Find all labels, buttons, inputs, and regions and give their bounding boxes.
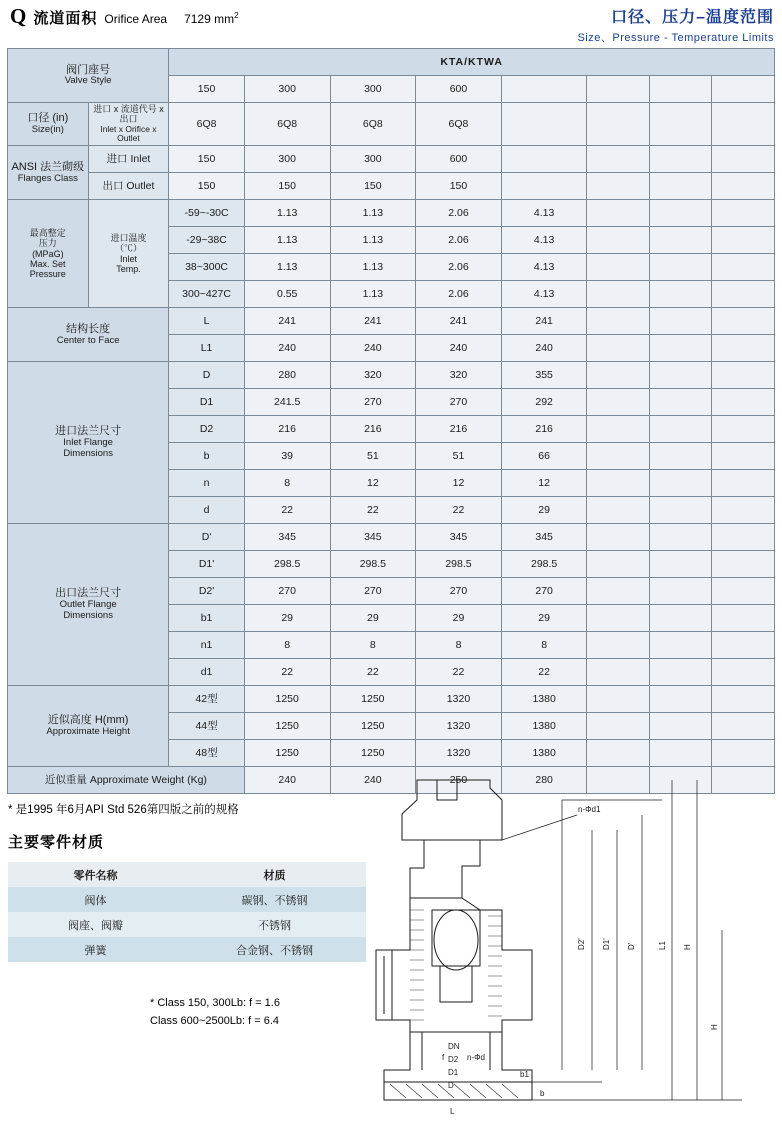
flange-outlet-1: 150 — [244, 173, 330, 200]
table-row — [8, 362, 775, 389]
outlet-4-val-2: 8 — [416, 632, 502, 659]
orifice-symbol: Q — [10, 4, 27, 28]
outlet-5-val-4 — [587, 659, 649, 686]
inlet-1-val-4 — [587, 389, 649, 416]
height-1-val-3: 1380 — [501, 713, 587, 740]
ctf-0-val-5 — [649, 308, 711, 335]
ctf-1-val-6 — [712, 335, 775, 362]
outlet-3-val-3: 29 — [501, 605, 587, 632]
header-right-title-cn: 口径、压力–温度范围 — [611, 9, 774, 26]
height-1-val-6 — [712, 713, 775, 740]
temp-1-val-5 — [649, 227, 711, 254]
inlet-0-val-4 — [587, 362, 649, 389]
inlet-5-val-0: 22 — [244, 497, 330, 524]
height-1-val-0: 1250 — [244, 713, 330, 740]
size-value-7 — [712, 103, 775, 146]
outlet-dim-key-5: d1 — [169, 659, 245, 686]
inlet-dim-key-4: n — [169, 470, 245, 497]
inlet-dim-key-5: d — [169, 497, 245, 524]
inlet-0-val-1: 320 — [330, 362, 416, 389]
inlet-0-val-3: 355 — [501, 362, 587, 389]
outlet-2-val-2: 270 — [416, 578, 502, 605]
outlet-0-val-0: 345 — [244, 524, 330, 551]
outlet-1-val-4 — [587, 551, 649, 578]
size-value-6 — [649, 103, 711, 146]
height-0-val-3: 1380 — [501, 686, 587, 713]
outlet-dim-key-4: n1 — [169, 632, 245, 659]
label-n-phi-d: n-Φd — [467, 1053, 485, 1062]
header-right-title-en: Size、Pressure - Temperature Limits — [577, 32, 774, 44]
ctf-1-val-2: 240 — [416, 335, 502, 362]
height-0-val-6 — [712, 686, 775, 713]
label-b1: b1 — [520, 1070, 529, 1079]
height-2-val-5 — [649, 740, 711, 767]
materials-table — [8, 862, 366, 962]
inlet-4-val-1: 12 — [330, 470, 416, 497]
inlet-2-val-5 — [649, 416, 711, 443]
approx-height-label: 近似高度 H(mm) Approximate Height — [8, 686, 169, 767]
outlet-3-val-5 — [649, 605, 711, 632]
outlet-3-val-2: 29 — [416, 605, 502, 632]
flange-outlet-3: 150 — [416, 173, 502, 200]
outlet-5-val-3: 22 — [501, 659, 587, 686]
outlet-1-val-0: 298.5 — [244, 551, 330, 578]
flange-outlet-2: 150 — [330, 173, 416, 200]
temp-1-val-4 — [587, 227, 649, 254]
outlet-1-val-6 — [712, 551, 775, 578]
flange-inlet-7 — [712, 146, 775, 173]
flange-inlet-4 — [501, 146, 587, 173]
inlet-3-val-2: 51 — [416, 443, 502, 470]
temp-1-val-2: 2.06 — [416, 227, 502, 254]
col-head-0: 150 — [169, 76, 245, 103]
outlet-1-val-5 — [649, 551, 711, 578]
temp-1-val-6 — [712, 227, 775, 254]
inlet-dim-key-0: D — [169, 362, 245, 389]
materials-section-title: 主要零件材质 — [8, 834, 105, 852]
outlet-1-val-2: 298.5 — [416, 551, 502, 578]
ctf-1-val-4 — [587, 335, 649, 362]
temp-0-val-3: 4.13 — [501, 200, 587, 227]
inlet-2-val-2: 216 — [416, 416, 502, 443]
ctf-1-val-5 — [649, 335, 711, 362]
size-value-3: 6Q8 — [416, 103, 502, 146]
table-row — [8, 887, 366, 912]
material-value-1: 不锈钢 — [183, 912, 366, 937]
temp-3-val-3: 4.13 — [501, 281, 587, 308]
page-header — [0, 0, 782, 46]
temp-2-val-2: 2.06 — [416, 254, 502, 281]
inlet-0-val-0: 280 — [244, 362, 330, 389]
temp-3-val-2: 2.06 — [416, 281, 502, 308]
height-2-val-0: 1250 — [244, 740, 330, 767]
weight-val-2: 250 — [416, 767, 502, 794]
flange-outlet-6 — [649, 173, 711, 200]
outlet-0-val-6 — [712, 524, 775, 551]
group-header-kta: KTA/KTWA — [169, 49, 775, 76]
inlet-2-val-1: 216 — [330, 416, 416, 443]
label-d1-prime: D1' — [602, 938, 611, 950]
temp-1-val-1: 1.13 — [330, 227, 416, 254]
header-title-en: Orifice Area — [104, 12, 168, 26]
outlet-5-val-2: 22 — [416, 659, 502, 686]
inlet-4-val-6 — [712, 470, 775, 497]
label-l1: L1 — [658, 941, 667, 950]
material-part-0: 阀体 — [8, 887, 183, 912]
outlet-1-val-3: 298.5 — [501, 551, 587, 578]
label-h: H — [683, 944, 692, 950]
temp-2-val-0: 1.13 — [244, 254, 330, 281]
inlet-1-val-6 — [712, 389, 775, 416]
outlet-2-val-5 — [649, 578, 711, 605]
inlet-dim-key-2: D2 — [169, 416, 245, 443]
flange-inlet-3: 600 — [416, 146, 502, 173]
label-d: D — [448, 1081, 454, 1090]
outlet-3-val-1: 29 — [330, 605, 416, 632]
table-row — [8, 308, 775, 335]
inlet-4-val-5 — [649, 470, 711, 497]
specification-table — [7, 48, 775, 794]
inlet-4-val-0: 8 — [244, 470, 330, 497]
outlet-1-val-1: 298.5 — [330, 551, 416, 578]
temp-3-val-5 — [649, 281, 711, 308]
flange-outlet-5 — [587, 173, 649, 200]
materials-header-material: 材质 — [183, 862, 366, 887]
table-row — [8, 173, 775, 200]
inlet-3-val-1: 51 — [330, 443, 416, 470]
outlet-2-val-4 — [587, 578, 649, 605]
outlet-5-val-6 — [712, 659, 775, 686]
height-1-val-1: 1250 — [330, 713, 416, 740]
outlet-2-val-1: 270 — [330, 578, 416, 605]
outlet-0-val-4 — [587, 524, 649, 551]
ctf-0-val-2: 241 — [416, 308, 502, 335]
inlet-0-val-6 — [712, 362, 775, 389]
height-0-val-1: 1250 — [330, 686, 416, 713]
approx-weight-label: 近似重量 Approximate Weight (Kg) — [8, 767, 245, 794]
temp-1-val-0: 1.13 — [244, 227, 330, 254]
inlet-2-val-3: 216 — [501, 416, 587, 443]
label-d-prime: D' — [627, 942, 636, 950]
inlet-0-val-5 — [649, 362, 711, 389]
temp-2-val-5 — [649, 254, 711, 281]
temp-1-val-3: 4.13 — [501, 227, 587, 254]
flange-outlet-0: 150 — [169, 173, 245, 200]
outlet-3-val-0: 29 — [244, 605, 330, 632]
size-value-4 — [501, 103, 587, 146]
col-head-4 — [501, 76, 587, 103]
label-d2-prime: D2' — [577, 938, 586, 950]
inlet-1-val-2: 270 — [416, 389, 502, 416]
materials-table-wrapper — [8, 862, 366, 962]
temp-0-val-6 — [712, 200, 775, 227]
inlet-dim-key-1: D1 — [169, 389, 245, 416]
inlet-2-val-0: 216 — [244, 416, 330, 443]
outlet-2-val-0: 270 — [244, 578, 330, 605]
outlet-3-val-4 — [587, 605, 649, 632]
ctf-key-1: L1 — [169, 335, 245, 362]
height-0-val-5 — [649, 686, 711, 713]
outlet-0-val-3: 345 — [501, 524, 587, 551]
material-part-2: 弹簧 — [8, 937, 183, 962]
ctf-0-val-6 — [712, 308, 775, 335]
temp-range-3: 300~427C — [169, 281, 245, 308]
label-b: b — [540, 1089, 545, 1098]
inlet-5-val-4 — [587, 497, 649, 524]
inlet-3-val-5 — [649, 443, 711, 470]
inlet-3-val-0: 39 — [244, 443, 330, 470]
table-row — [8, 862, 366, 887]
inlet-5-val-6 — [712, 497, 775, 524]
ctf-0-val-4 — [587, 308, 649, 335]
outlet-flange-label: 出口法兰尺寸 Outlet Flange Dimensions — [8, 524, 169, 686]
inlet-1-val-0: 241.5 — [244, 389, 330, 416]
height-1-val-4 — [587, 713, 649, 740]
height-2-val-6 — [712, 740, 775, 767]
ctf-1-val-1: 240 — [330, 335, 416, 362]
outlet-dim-key-0: D' — [169, 524, 245, 551]
orifice-area-value: 7129 $mm^2$ — [184, 11, 239, 26]
size-sublabel: 进口 x 流道代号 x 出口 Inlet x Orifice x Outlet — [88, 103, 169, 146]
temp-0-val-2: 2.06 — [416, 200, 502, 227]
outlet-2-val-6 — [712, 578, 775, 605]
outlet-dim-key-3: b1 — [169, 605, 245, 632]
label-f: f — [442, 1053, 445, 1062]
weight-val-3: 280 — [501, 767, 587, 794]
height-key-1: 44型 — [169, 713, 245, 740]
size-value-2: 6Q8 — [330, 103, 416, 146]
outlet-4-val-1: 8 — [330, 632, 416, 659]
flange-outlet-label: 出口 Outlet — [88, 173, 169, 200]
inlet-4-val-4 — [587, 470, 649, 497]
outlet-5-val-0: 22 — [244, 659, 330, 686]
size-label: 口径 (in) Size(in) — [8, 103, 89, 146]
flange-inlet-label: 进口 Inlet — [88, 146, 169, 173]
flange-inlet-2: 300 — [330, 146, 416, 173]
class-note-line-2: Class 600~2500Lb: f = 6.4 — [150, 1014, 280, 1027]
ctf-0-val-1: 241 — [330, 308, 416, 335]
size-value-1: 6Q8 — [244, 103, 330, 146]
inlet-1-val-3: 292 — [501, 389, 587, 416]
ctf-0-val-3: 241 — [501, 308, 587, 335]
col-head-1: 300 — [244, 76, 330, 103]
flange-inlet-5 — [587, 146, 649, 173]
height-0-val-4 — [587, 686, 649, 713]
valve-style-label: 阀门座号 Valve Style — [8, 49, 169, 103]
label-d2: D2 — [448, 1055, 459, 1064]
inlet-3-val-4 — [587, 443, 649, 470]
header-title-cn: 流道面积 — [33, 10, 98, 27]
max-set-pressure-label: 最高整定 压力 (MPaG) Max. Set Pressure — [8, 200, 89, 308]
height-key-2: 48型 — [169, 740, 245, 767]
table-row — [8, 912, 366, 937]
height-1-val-2: 1320 — [416, 713, 502, 740]
inlet-3-val-6 — [712, 443, 775, 470]
inlet-3-val-3: 66 — [501, 443, 587, 470]
outlet-3-val-6 — [712, 605, 775, 632]
inlet-5-val-3: 29 — [501, 497, 587, 524]
temp-0-val-5 — [649, 200, 711, 227]
label-l: L — [450, 1107, 455, 1115]
class-note-line-1: * Class 150, 300Lb: f = 1.6 — [150, 997, 280, 1009]
outlet-4-val-6 — [712, 632, 775, 659]
inlet-4-val-3: 12 — [501, 470, 587, 497]
size-value-5 — [587, 103, 649, 146]
col-head-5 — [587, 76, 649, 103]
height-2-val-2: 1320 — [416, 740, 502, 767]
header-left-group — [10, 6, 239, 28]
material-value-2: 合金钢、不锈钢 — [183, 937, 366, 962]
inlet-1-val-5 — [649, 389, 711, 416]
col-head-3: 600 — [416, 76, 502, 103]
outlet-5-val-1: 22 — [330, 659, 416, 686]
valve-cross-section-drawing — [362, 770, 782, 1115]
temp-2-val-4 — [587, 254, 649, 281]
table-row — [8, 937, 366, 962]
height-0-val-0: 1250 — [244, 686, 330, 713]
outlet-4-val-5 — [649, 632, 711, 659]
table-row — [8, 146, 775, 173]
temp-2-val-1: 1.13 — [330, 254, 416, 281]
class-facing-note — [150, 995, 280, 1030]
outlet-2-val-3: 270 — [501, 578, 587, 605]
table-row — [8, 686, 775, 713]
height-2-val-1: 1250 — [330, 740, 416, 767]
inlet-4-val-2: 12 — [416, 470, 502, 497]
table-row — [8, 524, 775, 551]
table-row — [8, 103, 775, 146]
temp-3-val-1: 1.13 — [330, 281, 416, 308]
outlet-0-val-2: 345 — [416, 524, 502, 551]
center-to-face-label: 结构长度 Center to Face — [8, 308, 169, 362]
col-head-7 — [712, 76, 775, 103]
inlet-5-val-2: 22 — [416, 497, 502, 524]
size-value-0: 6Q8 — [169, 103, 245, 146]
flange-class-label: ANSI 法兰砌级 Flanges Class — [8, 146, 89, 200]
ctf-1-val-3: 240 — [501, 335, 587, 362]
flange-inlet-6 — [649, 146, 711, 173]
inlet-2-val-6 — [712, 416, 775, 443]
table-row — [8, 49, 775, 76]
temp-2-val-3: 4.13 — [501, 254, 587, 281]
ctf-0-val-0: 241 — [244, 308, 330, 335]
temp-range-2: 38~300C — [169, 254, 245, 281]
temp-3-val-0: 0.55 — [244, 281, 330, 308]
inlet-5-val-5 — [649, 497, 711, 524]
outlet-4-val-4 — [587, 632, 649, 659]
outlet-5-val-5 — [649, 659, 711, 686]
weight-val-1: 240 — [330, 767, 416, 794]
temp-range-1: -29~38C — [169, 227, 245, 254]
height-1-val-5 — [649, 713, 711, 740]
area-unit-superscript: 2 — [234, 11, 239, 20]
label-n-phi-d1: n-Φd1 — [578, 805, 601, 814]
col-head-6 — [649, 76, 711, 103]
label-h2: H — [710, 1024, 719, 1030]
weight-val-0: 240 — [244, 767, 330, 794]
outlet-dim-key-1: D1' — [169, 551, 245, 578]
material-part-1: 阀座、阀瓣 — [8, 912, 183, 937]
inlet-dim-key-3: b — [169, 443, 245, 470]
ctf-1-val-0: 240 — [244, 335, 330, 362]
height-2-val-4 — [587, 740, 649, 767]
temp-3-val-4 — [587, 281, 649, 308]
height-0-val-2: 1320 — [416, 686, 502, 713]
label-d1: D1 — [448, 1068, 459, 1077]
outlet-4-val-0: 8 — [244, 632, 330, 659]
temp-range-0: -59~-30C — [169, 200, 245, 227]
flange-outlet-4 — [501, 173, 587, 200]
ctf-key-0: L — [169, 308, 245, 335]
label-dn: DN — [448, 1042, 460, 1051]
table-row — [8, 200, 775, 227]
temp-0-val-4 — [587, 200, 649, 227]
inlet-flange-label: 进口法兰尺寸 Inlet Flange Dimensions — [8, 362, 169, 524]
inlet-0-val-2: 320 — [416, 362, 502, 389]
outlet-0-val-1: 345 — [330, 524, 416, 551]
inlet-1-val-1: 270 — [330, 389, 416, 416]
flange-inlet-0: 150 — [169, 146, 245, 173]
outlet-4-val-3: 8 — [501, 632, 587, 659]
flange-outlet-7 — [712, 173, 775, 200]
flange-inlet-1: 300 — [244, 146, 330, 173]
temp-2-val-6 — [712, 254, 775, 281]
table-footnote: * 是1995 年6月API Std 526第四版之前的规格 — [8, 804, 239, 817]
header-right-group — [577, 4, 774, 45]
inlet-2-val-4 — [587, 416, 649, 443]
temp-0-val-1: 1.13 — [330, 200, 416, 227]
col-head-2: 300 — [330, 76, 416, 103]
inlet-5-val-1: 22 — [330, 497, 416, 524]
material-value-0: 碳钢、不锈钢 — [183, 887, 366, 912]
height-2-val-3: 1380 — [501, 740, 587, 767]
inlet-temp-label: 进口温度 （℃） Inlet Temp. — [88, 200, 169, 308]
temp-0-val-0: 1.13 — [244, 200, 330, 227]
materials-header-part: 零件名称 — [8, 862, 183, 887]
outlet-0-val-5 — [649, 524, 711, 551]
temp-3-val-6 — [712, 281, 775, 308]
height-key-0: 42型 — [169, 686, 245, 713]
outlet-dim-key-2: D2' — [169, 578, 245, 605]
